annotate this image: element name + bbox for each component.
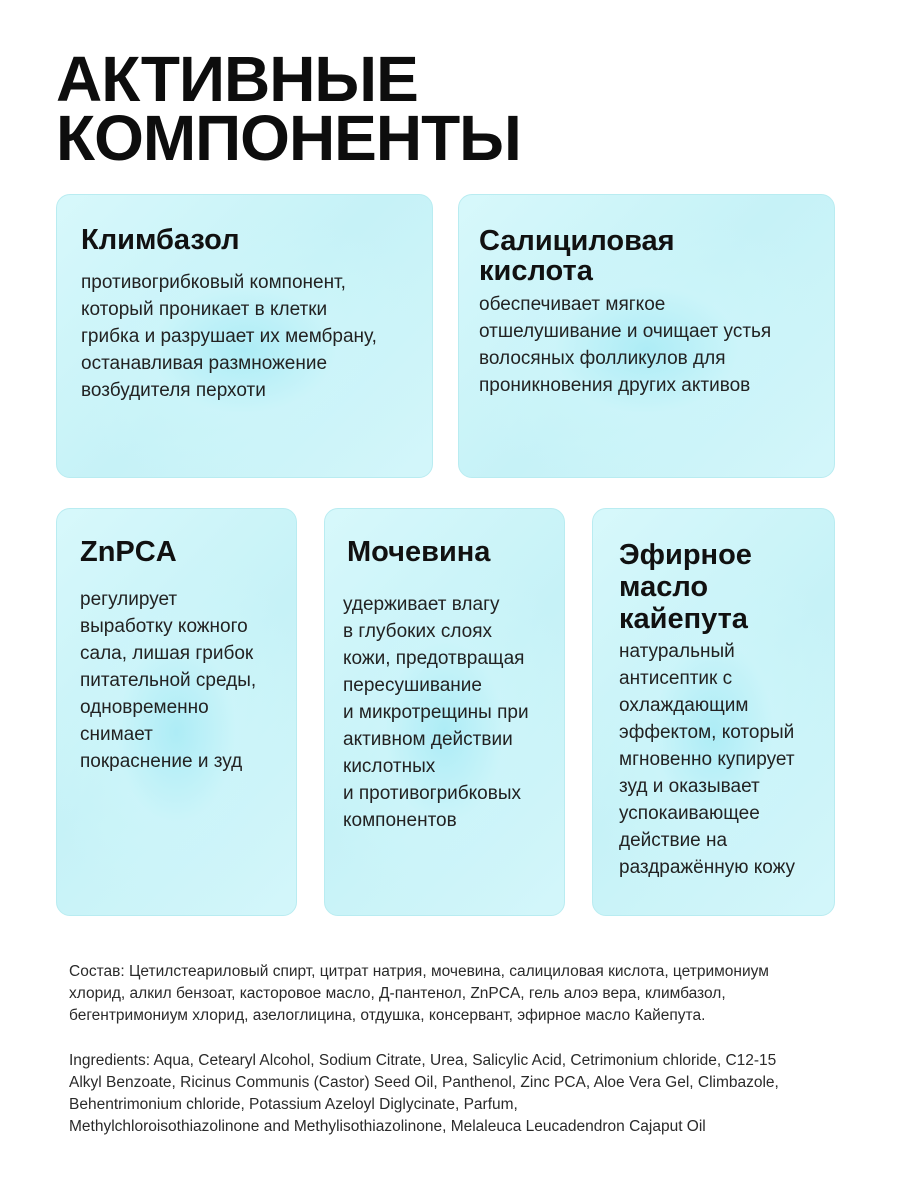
- ingredients-line: Ingredients: Aqua, Cetearyl Alcohol, Sodium Citrate, Urea, Salicylic Acid, Cetrimonium chloride, C12-15: [69, 1052, 777, 1069]
- card-title: [81, 225, 240, 255]
- composition-line: Состав: Цетилстеариловый спирт, цитрат натрия, мочевина, салициловая кислота, цетримониум: [69, 963, 769, 980]
- card-title-line: Эфирное: [619, 539, 752, 571]
- card-title: [479, 226, 675, 286]
- card-text-line: сала, лишая грибок: [80, 643, 254, 664]
- card-text-line: кислотных: [343, 756, 436, 777]
- card-text-line: натуральный: [619, 641, 735, 662]
- card-cajeput-oil: [592, 508, 835, 916]
- card-text-line: пересушивание: [343, 675, 482, 696]
- card-text-line: и противогрибковых: [343, 783, 521, 804]
- card-text-line: антисептик с: [619, 668, 733, 689]
- card-text-line: кожи, предотвращая: [343, 648, 525, 669]
- card-urea: [324, 508, 565, 916]
- card-text-line: регулирует: [80, 589, 178, 610]
- composition-line: хлорид, алкил бензоат, касторовое масло, Д-пантенол, ZnPCA, гель алоэ вера, климбазол,: [69, 985, 726, 1002]
- card-title: [619, 539, 752, 635]
- card-salicylic-acid: [458, 194, 835, 478]
- card-title-line: Климбазол: [81, 224, 240, 256]
- card-text-line: охлаждающим: [619, 695, 749, 716]
- card-text-line: питательной среды,: [80, 670, 257, 691]
- card-text-line: компонентов: [343, 810, 457, 831]
- card-text-line: проникновения других активов: [479, 375, 751, 396]
- card-title: [80, 537, 177, 567]
- card-text-line: эффектом, который: [619, 722, 795, 743]
- card-text-line: в глубоких слоях: [343, 621, 492, 642]
- composition-line: бегентримониум хлорид, азелоглицина, отдушка, консервант, эфирное масло Кайепута.: [69, 1007, 706, 1024]
- card-description: [80, 586, 256, 775]
- card-text-line: удерживает влагу: [343, 594, 500, 615]
- card-text-line: грибка и разрушает их мембрану,: [81, 326, 377, 347]
- card-description: [343, 591, 529, 834]
- ingredients-en: [69, 1050, 849, 1138]
- card-title-line: кайепута: [619, 603, 748, 635]
- page-title-line: КОМПОНЕНТЫ: [56, 102, 521, 174]
- card-description: [619, 638, 795, 881]
- card-text-line: снимает: [80, 724, 153, 745]
- ingredients-line: Alkyl Benzoate, Ricinus Communis (Castor) Seed Oil, Panthenol, Zinc PCA, Aloe Vera Gel, Climbazole,: [69, 1074, 779, 1091]
- card-text-line: и микротрещины при: [343, 702, 529, 723]
- card-text-line: возбудителя перхоти: [81, 380, 266, 401]
- card-text-line: успокаивающее: [619, 803, 760, 824]
- card-text-line: зуд и оказывает: [619, 776, 760, 797]
- composition-ru: [69, 961, 849, 1027]
- card-title-line: кислота: [479, 255, 593, 287]
- card-text-line: одновременно: [80, 697, 209, 718]
- card-text-line: действие на: [619, 830, 728, 851]
- card-description: [479, 291, 771, 399]
- card-text-line: обеспечивает мягкое: [479, 294, 666, 315]
- ingredients-line: Methylchloroisothiazolinone and Methylisothiazolinone, Melaleuca Leucadendron Cajaput Oil: [69, 1118, 706, 1135]
- card-title-line: Мочевина: [347, 536, 491, 568]
- card-text-line: раздражённую кожу: [619, 857, 796, 878]
- page-title: [56, 43, 521, 174]
- ingredients-line: Behentrimonium chloride, Potassium Azeloyl Diglycinate, Parfum,: [69, 1096, 518, 1113]
- card-title-line: ZnPCA: [80, 536, 177, 568]
- card-text-line: останавливая размножение: [81, 353, 328, 374]
- card-text-line: волосяных фолликулов для: [479, 348, 726, 369]
- card-znpca: [56, 508, 297, 916]
- card-text-line: активном действии: [343, 729, 513, 750]
- card-climbazole: [56, 194, 433, 478]
- card-description: [81, 269, 377, 404]
- card-text-line: выработку кожного: [80, 616, 248, 637]
- card-title-line: масло: [619, 571, 709, 603]
- card-text-line: покраснение и зуд: [80, 751, 243, 772]
- card-title-line: Салициловая: [479, 225, 675, 257]
- card-text-line: отшелушивание и очищает устья: [479, 321, 772, 342]
- page-title-line: АКТИВНЫЕ: [56, 43, 418, 115]
- card-title: [347, 537, 490, 567]
- card-text-line: мгновенно купирует: [619, 749, 795, 770]
- card-text-line: противогрибковый компонент,: [81, 272, 346, 293]
- card-text-line: который проникает в клетки: [81, 299, 328, 320]
